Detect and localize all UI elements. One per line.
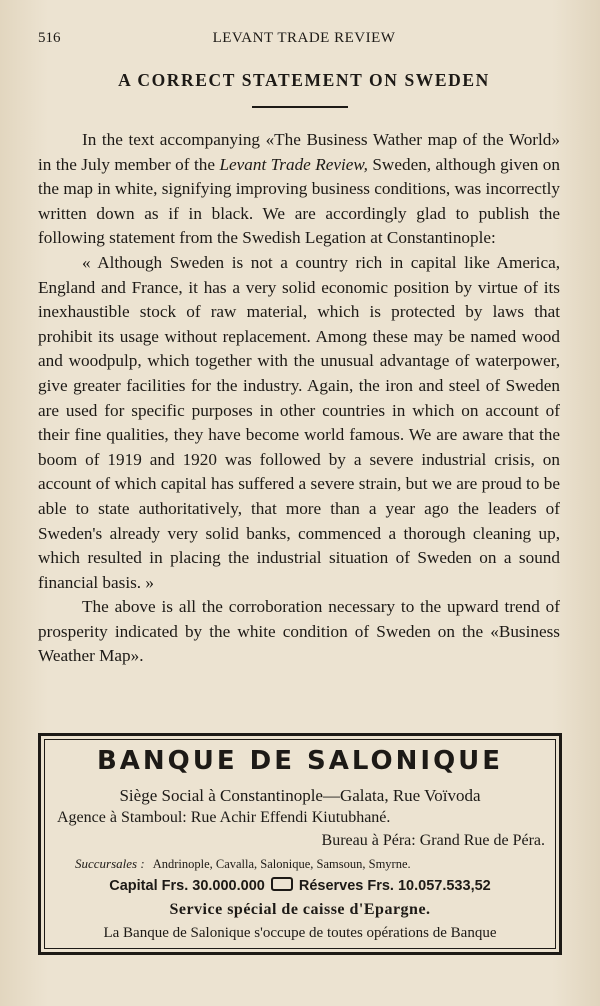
title-rule xyxy=(252,106,348,108)
paragraph-1: In the text accompanying «The Business Wather map of the World» in the July member of the Levant Trade Review, Sweden, although given on the map in white, signifying improving business conditions, was incorrectly written down as if in black. We are accordingly glad to publish the following statement from the Swedish Legation at Constantinople: xyxy=(38,130,560,248)
coin-icon xyxy=(271,877,293,891)
running-header xyxy=(38,30,570,50)
paragraph-3: The above is all the corroboration necessary to the upward trend of prosperity indicated by the white condition of Sweden on the «Business Weather Map». xyxy=(38,597,560,666)
agency: Agence à Stamboul: Rue Achir Effendi Kiutubhané. xyxy=(57,809,391,826)
article-body xyxy=(38,128,560,669)
bank-advertisement xyxy=(38,733,562,955)
operations: La Banque de Salonique s'occupe de toutes opérations de Banque xyxy=(103,925,497,941)
head-office: Siège Social à Constantinople—Galata, Rue Voïvoda xyxy=(119,786,481,805)
branches xyxy=(75,856,593,872)
savings-service: Service spécial de caisse d'Epargne. xyxy=(169,901,431,918)
pera-office: Bureau à Péra: Grand Rue de Péra. xyxy=(321,832,545,849)
reserves: Réserves Frs. 10.057.533,52 xyxy=(298,878,491,894)
journal-name: Levant Trade Review, xyxy=(219,154,368,174)
branches-list: Andrinople, Cavalla, Salonique, Samsoun, Smyrne. xyxy=(152,857,411,871)
bank-name: BANQUE DE SALONIQUE xyxy=(96,746,504,776)
article-title: A CORRECT STATEMENT ON SWEDEN xyxy=(118,70,490,90)
paragraph-2: « Although Sweden is not a country rich in capital like America, England and France, it has a very solid economic position by virtue of its inexhaustible stock of raw material, which is protected by laws that prohibit its usage without replacement. Among these may be named wood and woodpulp, which together with the unusual advantage of waterpower, give greater facilities for the industry. Again, the iron and steel of Sweden are used for specific purposes in other countries in which on account of their fine qualities, they have become world famous. We are aware that the boom of 1919 and 1920 was followed by a severe industrial crisis, on account of which capital has suffered a severe strain, but we are proud to be able to state authoritatively, that more than a year ago the leaders of Sweden's already very solid banks, commenced a thorough cleaning up, which resulted in placing the industrial situation of Sweden on a sound financial basis. » xyxy=(38,252,560,592)
capital-reserves xyxy=(41,877,559,894)
running-title: LEVANT TRADE REVIEW xyxy=(212,30,396,46)
capital: Capital Frs. 30.000.000 xyxy=(109,878,265,894)
page-number: 516 xyxy=(38,30,61,46)
branches-label: Succursales : xyxy=(75,856,145,871)
